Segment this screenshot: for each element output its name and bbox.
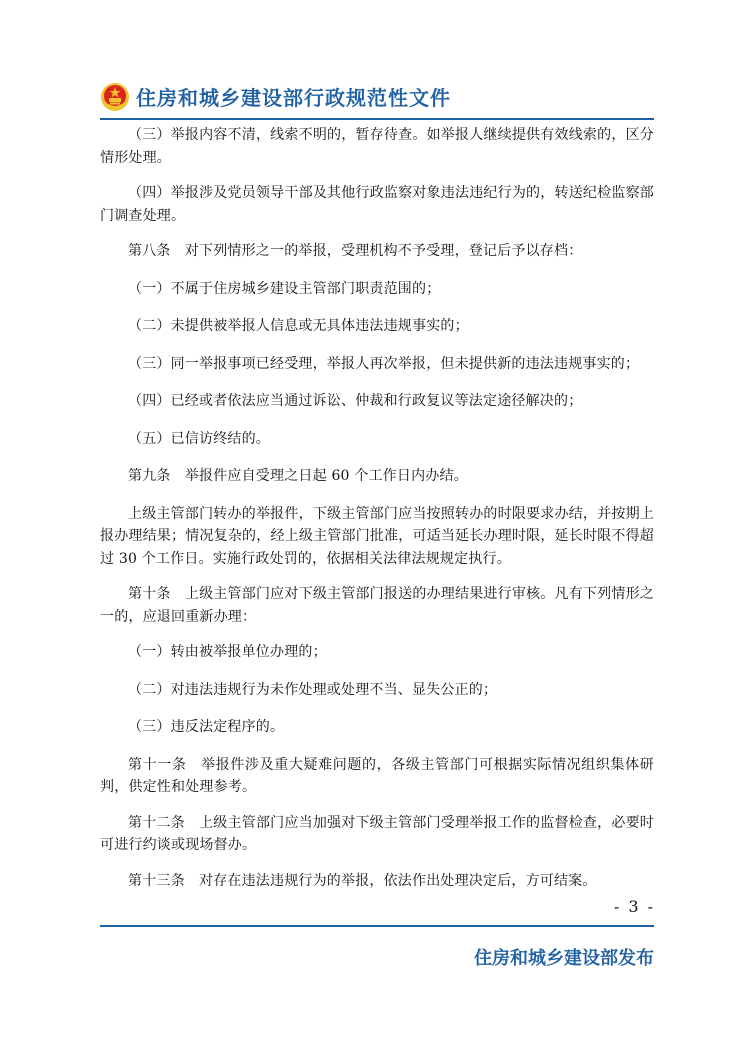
page-number: - 3 - <box>613 897 655 916</box>
paragraph: （二）未提供被举报人信息或无具体违法违规事实的； <box>128 318 469 334</box>
paragraph: （三）举报内容不清，线索不明的，暂存待查。如举报人继续提供有效线索的，区分情形处理。 <box>100 127 654 166</box>
footer-divider <box>100 925 654 927</box>
paragraph: （五）已信访终结的。 <box>128 430 270 447</box>
paragraph: 上级主管部门转办的举报件，下级主管部门应当按照转办的时限要求办结，并按期上报办理结果；情况复杂的，经上级主管部门批准，可适当延长办理时限，延长时限不得超过 30 个工作日。实施行政处罚的，依据相关法律法规规定执行。 <box>100 505 654 567</box>
document-header <box>100 78 660 118</box>
paragraph: 第十二条 上级主管部门应当加强对下级主管部门受理举报工作的监督检查，必要时可进行约谈或现场督办。 <box>100 814 654 853</box>
paragraph: 第十一条 举报件涉及重大疑难问题的，各级主管部门可根据实际情况组织集体研判，供定性和处理参考。 <box>100 756 654 795</box>
document-body <box>100 124 654 905</box>
paragraph: （二）对违法违规行为未作处理或处理不当、显失公正的； <box>128 681 498 698</box>
paragraph: （一）转由被举报单位办理的； <box>128 644 327 660</box>
paragraph: 第八条 对下列情形之一的举报，受理机构不予受理，登记后予以存档： <box>128 243 583 259</box>
header-title: 住房和城乡建设部行政规范性文件 <box>136 86 451 110</box>
paragraph: （三）同一举报事项已经受理，举报人再次举报，但未提供新的违法违规事实的； <box>128 355 640 372</box>
national-emblem-icon <box>100 82 130 112</box>
paragraph: （一）不属于住房城乡建设主管部门职责范围的； <box>128 280 441 297</box>
footer-publisher: 住房和城乡建设部发布 <box>474 948 654 969</box>
paragraph: （四）已经或者依法应当通过诉讼、仲裁和行政复议等法定途径解决的； <box>128 393 583 409</box>
paragraph: 第十三条 对存在违法违规行为的举报，依法作出处理决定后，方可结案。 <box>128 872 597 889</box>
paragraph: （三）违反法定程序的。 <box>128 719 285 735</box>
paragraph: 第九条 举报件应自受理之日起 60 个工作日内办结。 <box>128 468 468 484</box>
header-divider <box>100 118 654 120</box>
paragraph: 第十条 上级主管部门应对下级主管部门报送的办理结果进行审核。凡有下列情形之一的，应退回重新办理： <box>100 586 654 625</box>
paragraph: （四）举报涉及党员领导干部及其他行政监察对象违法违纪行为的，转送纪检监察部门调查处理。 <box>100 185 654 224</box>
